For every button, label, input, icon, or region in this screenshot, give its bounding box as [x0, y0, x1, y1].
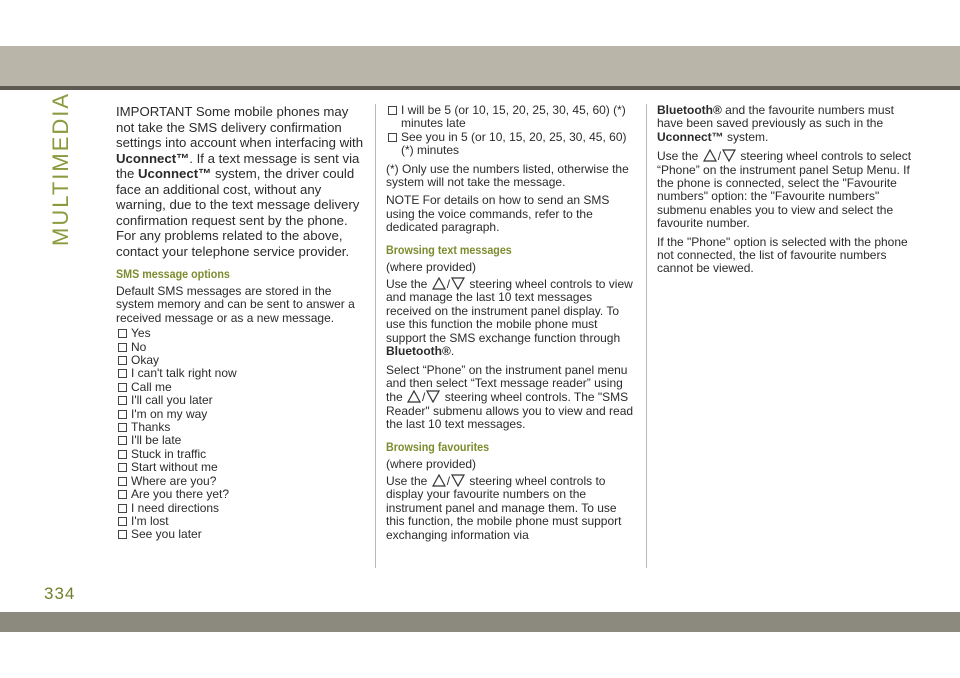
checkbox-square-icon [118, 436, 127, 445]
checkbox-square-icon [118, 329, 127, 338]
where-provided: (where provided) [386, 456, 477, 471]
where-provided: (where provided) [386, 259, 477, 274]
header-rule [0, 86, 960, 90]
checkbox-square-icon [118, 343, 127, 352]
list-item-text: Okay [131, 353, 160, 368]
down-triangle-icon [426, 390, 440, 403]
checkbox-square-icon [118, 423, 127, 432]
list-item [116, 515, 366, 528]
list-item-text: Where are you? [131, 473, 217, 488]
checkbox-square-icon [118, 450, 127, 459]
up-triangle-icon [407, 390, 421, 403]
important-text: IMPORTANT Some mobile phones may not take the SMS delivery confirmation settings into account when interfacing with [116, 104, 364, 150]
checkbox-square-icon [118, 504, 127, 513]
list-item-text: Call me [131, 379, 172, 394]
brand-name: Uconnect™ [116, 150, 190, 166]
important-text: . If a text message is sent via the [116, 150, 360, 181]
section-title: MULTIMEDIA [48, 91, 73, 246]
down-triangle-icon [722, 149, 736, 162]
important-note [116, 104, 366, 259]
list-item-text: Start without me [131, 460, 218, 475]
list-item-text: Are you there yet? [131, 487, 230, 502]
checkbox-square-icon [118, 396, 127, 405]
list-item [116, 528, 366, 541]
browsing-text-paragraph: Use the / steering wheel controls to view and manage the last 10 text messages received on the instrument panel display. To use this function the mobile phone must support the SMS exchange function through Bluetooth®. [386, 277, 633, 359]
up-triangle-icon [703, 149, 717, 162]
checkbox-square-icon [388, 133, 397, 142]
list-item [116, 448, 366, 461]
checkbox-square-icon [388, 106, 397, 115]
header-band [0, 46, 960, 86]
page-number: 334 [44, 584, 76, 603]
list-item: See you in 5 (or 10, 15, 20, 25, 30, 45, 60) (*) minutes [386, 131, 636, 158]
checkbox-square-icon [118, 530, 127, 539]
phone-not-connected-paragraph: If the "Phone" option is selected with the phone not connected, the list of favourite numbers cannot be viewed. [657, 234, 908, 276]
checkbox-square-icon [118, 369, 127, 378]
list-item-text: No [131, 339, 147, 354]
list-item [116, 461, 366, 474]
sms-options-heading: SMS message options [116, 267, 230, 281]
list-item-text: Thanks [131, 420, 171, 435]
down-triangle-icon [451, 277, 465, 290]
list-item [116, 488, 366, 501]
bluetooth-paragraph: Bluetooth® and the favourite numbers must have been saved previously as such in the Uconnect™ system. [657, 103, 894, 144]
favourites-select-paragraph: Use the / steering wheel controls to select “Phone” on the instrument panel Setup Menu. If the phone is connected, select the "Favourite numbers" option: the "Favourite numbers" submenu enables you to view and select the favourite number. [657, 149, 912, 231]
column-divider [646, 104, 647, 568]
list-item [116, 341, 366, 354]
down-triangle-icon [451, 474, 465, 487]
list-item [116, 354, 366, 367]
sms-message-list-continued [386, 104, 636, 158]
checkbox-square-icon [118, 517, 127, 526]
list-item-text: Stuck in traffic [131, 446, 207, 461]
checkbox-square-icon [118, 477, 127, 486]
column-2 [386, 104, 636, 547]
list-item [116, 381, 366, 394]
list-item [116, 434, 366, 447]
list-item [116, 327, 366, 340]
browsing-favourites-heading: Browsing favourites [386, 439, 490, 454]
footer-band [0, 612, 960, 632]
brand-name: Uconnect™ [138, 166, 212, 181]
list-item-text: I'll call you later [131, 393, 213, 408]
column-3 [657, 104, 913, 281]
note: NOTE For details on how to send an SMS using the voice commands, refer to the dedicated paragraph. [386, 193, 610, 235]
list-item-text: Yes [131, 326, 151, 341]
important-text: system, the driver could face an additional cost, without any warning, due to the text message delivery confirmation request sent by the phone. For any problems related to the above, contact your telephone service provider. [116, 166, 360, 259]
checkbox-square-icon [118, 490, 127, 499]
list-item [116, 367, 366, 380]
checkbox-square-icon [118, 463, 127, 472]
sms-intro: Default SMS messages are stored in the system memory and can be sent to answer a received message or as a new message. [116, 284, 355, 325]
column-1 [116, 104, 366, 542]
checkbox-square-icon [118, 410, 127, 419]
list-item-text: I'm lost [131, 513, 169, 528]
sms-message-list [116, 327, 366, 542]
up-triangle-icon [432, 474, 446, 487]
list-item-text: I'll be late [131, 433, 182, 448]
list-item [116, 502, 366, 515]
favourites-paragraph: Use the / steering wheel controls to display your favourite numbers on the instrument panel and manage them. To use this function, the mobile phone must support exchanging information via [386, 473, 622, 542]
list-item-text: I need directions [131, 500, 220, 515]
list-item [116, 394, 366, 407]
list-item [116, 408, 366, 421]
column-divider [375, 104, 376, 568]
list-item [116, 475, 366, 488]
checkbox-square-icon [118, 356, 127, 365]
checkbox-square-icon [118, 383, 127, 392]
up-triangle-icon [432, 277, 446, 290]
list-item-text: I'm on my way [131, 406, 208, 421]
list-item-text: I can't talk right now [131, 366, 237, 381]
footnote: (*) Only use the numbers listed, otherwise the system will not take the message. [386, 161, 629, 190]
browsing-text-heading: Browsing text messages [386, 242, 512, 257]
list-item: I will be 5 (or 10, 15, 20, 25, 30, 45, 60) (*) minutes late [386, 104, 636, 131]
list-item [116, 421, 366, 434]
list-item-text: See you later [131, 527, 202, 542]
select-paragraph: Select “Phone” on the instrument panel menu and then select “Text message reader” using the / steering wheel controls. The "SMS Reader" submenu allows you to view and read the last 10 text messages. [386, 362, 634, 432]
